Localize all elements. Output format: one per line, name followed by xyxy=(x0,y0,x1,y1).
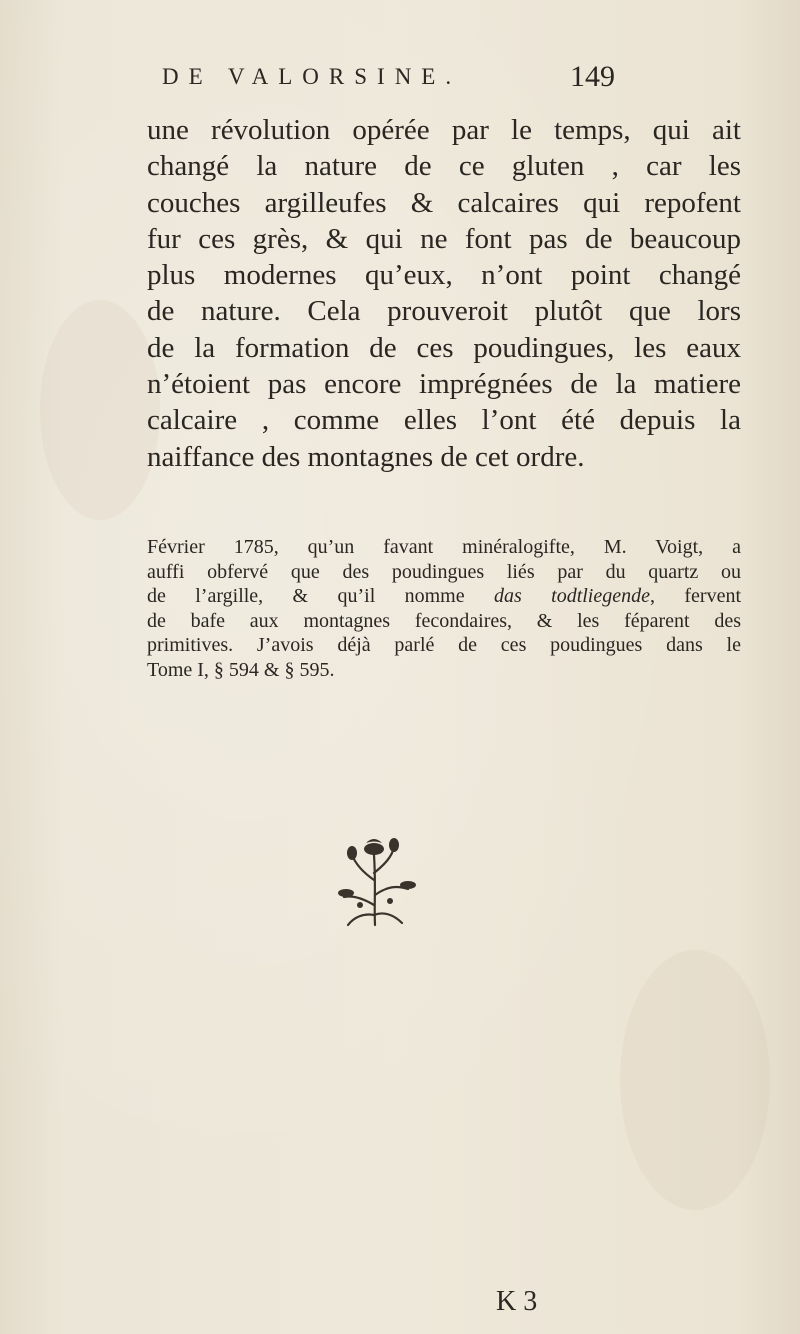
page-number: 149 xyxy=(570,60,615,93)
text-line: une révolution opérée par le temps, qui ait xyxy=(147,114,741,146)
text-line: de la formation de ces poudingues, les eaux xyxy=(147,331,741,364)
running-head-title: DE VALORSINE. xyxy=(162,64,462,89)
note-line: Février 1785, qu’un favant minéralogifte, M. Voigt, a xyxy=(147,536,741,558)
main-paragraph xyxy=(147,112,787,475)
note-italic-term: das todtliegende xyxy=(493,585,650,607)
note-line xyxy=(147,584,741,609)
text-line: plus modernes qu’eux, n’ont point changé xyxy=(147,259,741,292)
running-head xyxy=(0,60,800,100)
text-line: couches argilleufes & calcaires qui repofent xyxy=(147,186,741,219)
floral-ornament-icon xyxy=(330,835,420,930)
note-line: auffi obfervé que des poudingues liés par du quartz ou xyxy=(147,560,741,583)
text-line: calcaire , comme elles l’ont été depuis la xyxy=(147,404,741,437)
text-line: n’étoient pas encore imprégnées de la matiere xyxy=(147,368,741,401)
text-line: fur ces grès, & qui ne font pas de beaucoup xyxy=(147,222,741,255)
paper-stain xyxy=(620,950,770,1210)
text-line: de nature. Cela prouveroit plutôt que lors xyxy=(147,295,741,328)
note-line: de bafe aux montagnes fecondaires, & les féparent des xyxy=(147,609,741,632)
note-text: , fervent xyxy=(650,585,741,607)
signature-mark: K 3 xyxy=(496,1286,538,1317)
text-line: changé la nature de ce gluten , car les xyxy=(147,150,741,183)
note-text: de l’argille, & qu’il nomme xyxy=(147,585,494,607)
note-line: primitives. J’avois déjà parlé de ces poudingues dans le xyxy=(147,634,741,656)
paper-stain xyxy=(40,300,160,520)
note-line: Tome I, § 594 & § 595. xyxy=(147,658,335,681)
text-line: naiffance des montagnes de cet ordre. xyxy=(147,440,585,473)
footnote-paragraph xyxy=(147,535,741,682)
